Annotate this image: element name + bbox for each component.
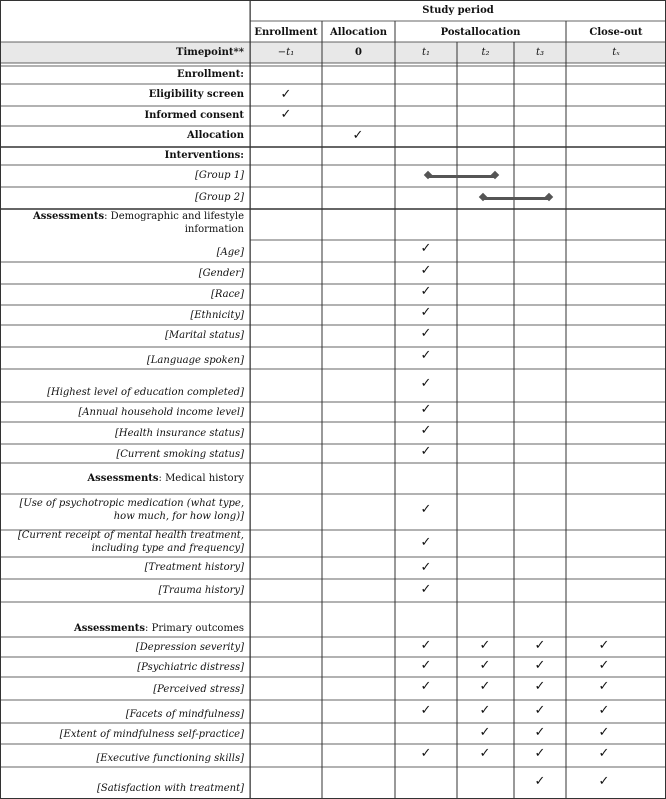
check-mark: ✓ [280, 87, 292, 102]
row-facets-of-mindfulness: [Facets of mindfulness] [125, 709, 244, 720]
check-mark: ✓ [352, 128, 364, 143]
check-mark: ✓ [479, 658, 491, 673]
row-psychotropic-line1: [Use of psychotropic medication (what type, [19, 498, 244, 509]
row-ethnicity: [Ethnicity] [190, 310, 244, 321]
row-assessments-demographic [33, 211, 244, 223]
timepoint-allocation: 0 [355, 47, 362, 58]
group-2-timeline-bar [483, 197, 549, 200]
check-mark: ✓ [598, 658, 610, 673]
check-mark: ✓ [420, 679, 432, 694]
row-mental-health-line1: [Current receipt of mental health treatment, [17, 530, 244, 541]
primary-outcomes-label: : Primary outcomes [145, 623, 244, 634]
row-education: [Highest level of education completed] [47, 387, 244, 398]
check-mark: ✓ [598, 679, 610, 694]
row-assessments-demographic-line2: information [184, 224, 244, 235]
assessments-bold-label: Assessments [73, 623, 146, 634]
demographic-label: : Demographic and lifestyle [104, 211, 244, 222]
row-language-spoken: [Language spoken] [146, 355, 244, 366]
timepoint-tx: tₓ [612, 47, 620, 58]
group-1-timeline-bar [428, 175, 495, 178]
check-mark: ✓ [420, 560, 432, 575]
check-mark: ✓ [479, 746, 491, 761]
check-mark: ✓ [420, 305, 432, 320]
row-mental-health-line2: including type and frequency] [91, 543, 244, 554]
check-mark: ✓ [598, 638, 610, 653]
check-mark: ✓ [280, 107, 292, 122]
check-mark: ✓ [420, 502, 432, 517]
row-assessments-medical [87, 473, 244, 485]
check-mark: ✓ [420, 703, 432, 718]
row-eligibility-screen: Eligibility screen [148, 89, 244, 100]
check-mark: ✓ [479, 638, 491, 653]
row-enrollment: Enrollment: [177, 69, 244, 80]
row-mindfulness-self-practice: [Extent of mindfulness self-practice] [59, 729, 244, 740]
closeout-column-header: Close-out [589, 27, 643, 38]
allocation-column-header: Allocation [330, 27, 387, 38]
medical-history-label: : Medical history [158, 473, 244, 484]
check-mark: ✓ [420, 263, 432, 278]
check-mark: ✓ [420, 423, 432, 438]
row-informed-consent: Informed consent [144, 110, 244, 121]
row-psychotropic-line2: how much, for how long)] [113, 511, 244, 522]
row-group-2: [Group 2] [195, 192, 244, 203]
check-mark: ✓ [598, 746, 610, 761]
timepoint-t2: t₂ [481, 47, 490, 58]
row-gender: [Gender] [198, 268, 244, 279]
check-mark: ✓ [420, 376, 432, 391]
check-mark: ✓ [420, 326, 432, 341]
row-allocation: Allocation [187, 130, 244, 141]
row-race: [Race] [210, 289, 244, 300]
row-depression-severity: [Depression severity] [135, 642, 244, 653]
check-mark: ✓ [420, 348, 432, 363]
study-period-header: Study period [422, 5, 494, 16]
check-mark: ✓ [420, 241, 432, 256]
row-smoking-status: [Current smoking status] [116, 449, 244, 460]
check-mark: ✓ [420, 284, 432, 299]
row-age: [Age] [216, 247, 244, 258]
check-mark: ✓ [420, 582, 432, 597]
check-mark: ✓ [534, 746, 546, 761]
row-psychiatric-distress: [Psychiatric distress] [137, 662, 244, 673]
row-income: [Annual household income level] [78, 407, 244, 418]
check-mark: ✓ [534, 703, 546, 718]
check-mark: ✓ [534, 725, 546, 740]
check-mark: ✓ [479, 679, 491, 694]
postallocation-column-header: Postallocation [440, 27, 521, 38]
check-mark: ✓ [479, 725, 491, 740]
check-mark: ✓ [598, 774, 610, 789]
check-mark: ✓ [534, 658, 546, 673]
row-marital-status: [Marital status] [164, 330, 244, 341]
check-mark: ✓ [479, 703, 491, 718]
row-trauma-history: [Trauma history] [158, 585, 244, 596]
timepoint-t1: t₁ [421, 47, 431, 58]
timepoint-t3: t₃ [535, 47, 545, 58]
check-mark: ✓ [598, 725, 610, 740]
check-mark: ✓ [420, 444, 432, 459]
assessments-bold-label: Assessments [87, 473, 159, 484]
timepoint-label: Timepoint** [176, 47, 244, 58]
row-treatment-history: [Treatment history] [144, 562, 244, 573]
row-executive-functioning: [Executive functioning skills] [96, 753, 244, 764]
row-group-1: [Group 1] [195, 170, 244, 181]
check-mark: ✓ [534, 774, 546, 789]
check-mark: ✓ [420, 402, 432, 417]
check-mark: ✓ [534, 638, 546, 653]
enrollment-column-header: Enrollment [254, 27, 318, 38]
row-satisfaction-with-treatment: [Satisfaction with treatment] [96, 783, 244, 794]
check-mark: ✓ [534, 679, 546, 694]
row-health-insurance: [Health insurance status] [114, 428, 244, 439]
row-assessments-primary [74, 623, 244, 635]
check-mark: ✓ [420, 658, 432, 673]
timepoint-enrollment: −t₁ [277, 47, 295, 58]
check-mark: ✓ [598, 703, 610, 718]
check-mark: ✓ [420, 638, 432, 653]
check-mark: ✓ [420, 535, 432, 550]
row-perceived-stress: [Perceived stress] [153, 684, 244, 695]
assessments-bold-label: Assessments [33, 211, 105, 222]
row-interventions: Interventions: [164, 150, 244, 161]
check-mark: ✓ [420, 746, 432, 761]
